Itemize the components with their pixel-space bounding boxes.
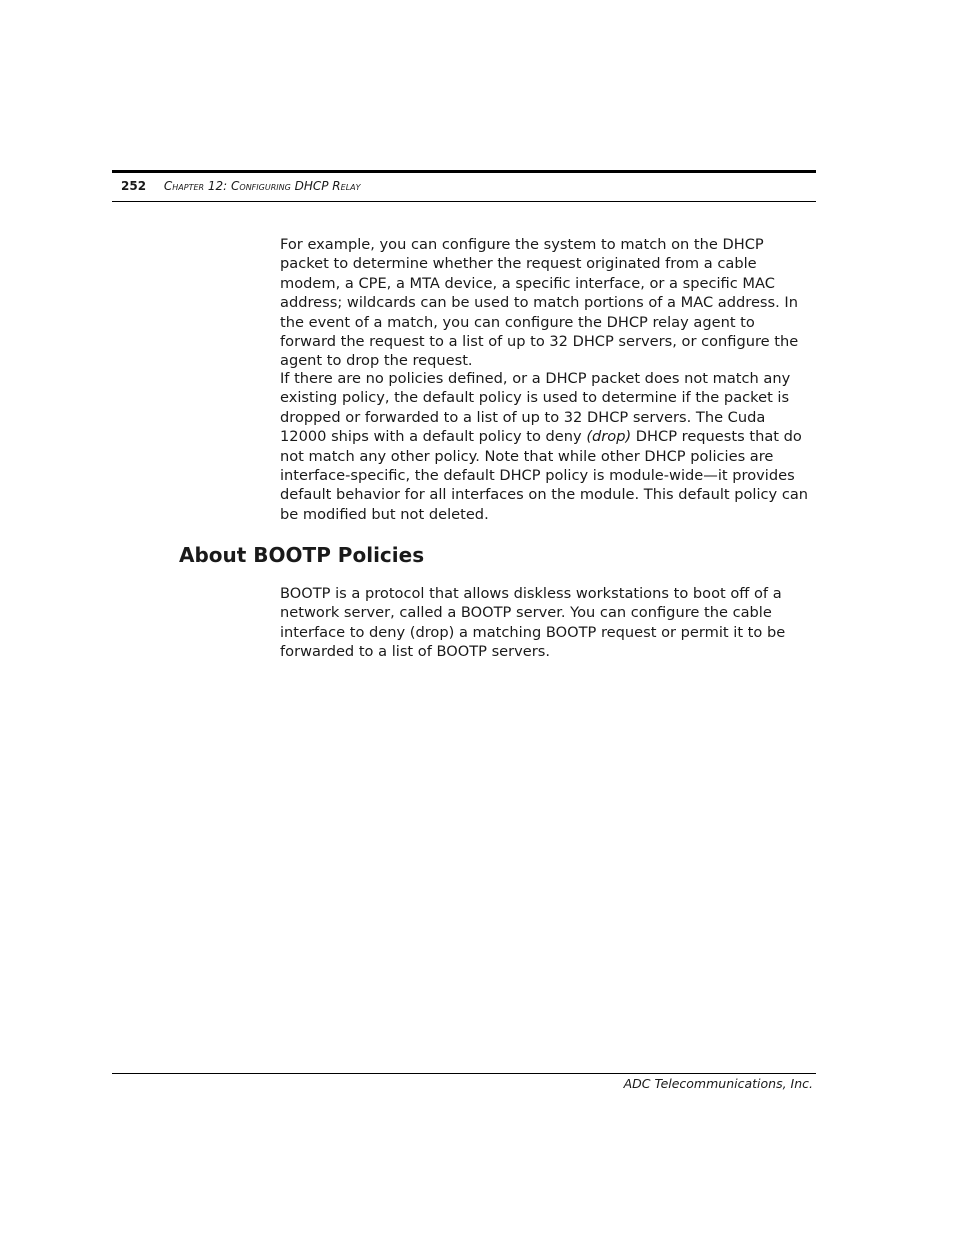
paragraph-italic-term: (drop) — [586, 428, 632, 446]
chapter-title: Chapter 12: Configuring DHCP Relay — [163, 179, 361, 193]
section-heading: About BOOTP Policies — [179, 543, 425, 567]
paragraph-text — [280, 369, 815, 524]
running-header — [121, 178, 361, 194]
body-paragraph-1 — [280, 235, 815, 371]
paragraph-text-after: DHCP requests that do not match any other policy. Note that while other DHCP policies are interface-specific, the default DHCP policy is module-wide—it provides default behavior for all interfaces on the module. This default policy can be modified but not deleted. — [280, 428, 809, 523]
page-number: 252 — [121, 179, 147, 193]
body-paragraph-2 — [280, 369, 815, 524]
section-paragraph — [280, 584, 815, 662]
paragraph-text-before: If there are no policies defined, or a DHCP packet does not match any existing policy, the default policy is used to determine if the packet is dropped or forwarded to a list of up to 32 DHCP servers. The Cuda 12000 ships with a default policy to deny — [280, 370, 791, 446]
header-rule-bottom — [112, 201, 816, 202]
footer-rule — [112, 1073, 816, 1074]
paragraph-text: BOOTP is a protocol that allows diskless workstations to boot off of a network server, called a BOOTP server. You can configure the cable interface to deny (drop) a matching BOOTP request or permit it to be forwarded to a list of BOOTP servers. — [280, 585, 786, 661]
footer-company: ADC Telecommunications, Inc. — [623, 1076, 813, 1091]
paragraph-text: For example, you can configure the system to match on the DHCP packet to determine whether the request originated from a cable modem, a CPE, a MTA device, a specific interface, or a specific MAC address; wildcards can be used to match portions of a MAC address. In the event of a match, you can configure the DHCP relay agent to forward the request to a list of up to 32 DHCP servers, or configure the agent to drop the request. — [280, 236, 799, 370]
header-rule-top — [112, 170, 816, 173]
